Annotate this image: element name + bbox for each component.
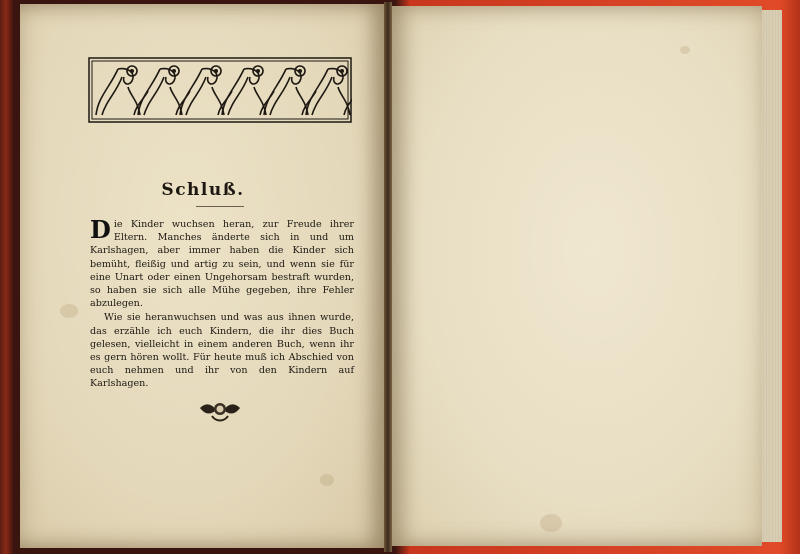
paper-stain	[680, 46, 690, 54]
cherub-vignette-icon	[198, 398, 242, 424]
paper-stain	[320, 474, 334, 486]
chapter-title: Schluß.	[161, 180, 245, 200]
drop-cap: D	[90, 215, 111, 244]
paper-stain	[60, 304, 78, 318]
paragraph-1-text: ie Kinder wuchsen heran, zur Freude ihrer Eltern. Manches änderte sich in und um Karlshagen, aber immer haben die Kinder sich bemüht, fleißig und artig zu sein, und wenn sie für eine Unart oder einen Ungehorsam bestraft wurden, so haben sie sich alle Mühe gegeben, ihre Fehler abzulegen.	[90, 219, 354, 310]
paragraph-1	[90, 215, 354, 310]
paragraph-2: Wie sie heranwuchsen und was aus ihnen wurde, das erzähle ich euch Kindern, die ihr dies Buch gelesen, vielleicht in einem anderen Buch, wenn ihr es gern hören wollt. Für heute muß ich Abschied von euch nehmen und ihr von den Kindern auf Karlshagen.	[90, 312, 354, 390]
chapter-body	[90, 215, 354, 391]
book-spine	[384, 2, 392, 552]
floral-ornament-banner	[88, 57, 352, 123]
page-edges	[762, 10, 782, 542]
right-page	[390, 6, 762, 546]
paper-stain	[540, 514, 562, 532]
title-divider	[196, 206, 244, 207]
